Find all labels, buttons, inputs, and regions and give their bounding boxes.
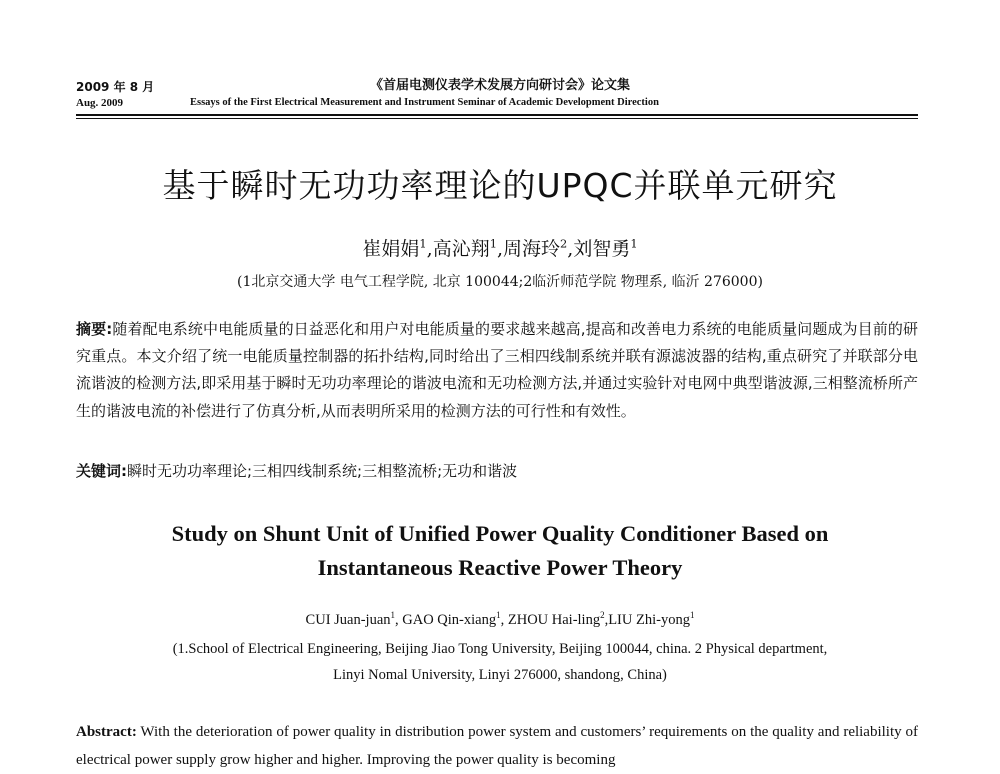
author-cn-1-aff: 1	[419, 236, 427, 251]
authors-en	[0, 610, 1000, 629]
author-cn-3-aff: 2	[560, 236, 568, 251]
author-en-4-aff: 1	[689, 610, 695, 620]
title-en	[0, 517, 1000, 585]
header-rule-thick	[76, 114, 918, 116]
header-date-en: Aug. 2009	[76, 97, 124, 109]
author-cn-2-aff: 1	[489, 236, 497, 251]
keywords-cn-label: 关键词:	[76, 462, 127, 480]
title-cn: 基于瞬时无功功率理论的UPQC并联单元研究	[162, 166, 838, 205]
affiliation-en-line2: Linyi Nomal University, Linyi 276000, shandong, China)	[333, 667, 667, 683]
header-date-cn: 2009 年 8 月	[76, 80, 155, 94]
author-cn-4: 刘智勇	[573, 238, 631, 260]
affiliation-en	[0, 636, 1000, 688]
author-en-1: CUI Juan-juan	[305, 611, 391, 628]
author-en-3-sep: ,	[604, 611, 609, 628]
author-cn-1: 崔娟娟	[362, 238, 420, 260]
abstract-cn-text: 随着配电系统中电能质量的日益恶化和用户对电能质量的要求越来越高,提高和改善电力系统的电能质量问题成为目前的研究重点。本文介绍了统一电能质量控制器的拓扑结构,同时给出了三相四线制系统并联有源滤波器的结构,重点研究了并联部分电流谐波的检测方法,即采用基于瞬时无功功率理论的谐波电流和无功检测方法,并通过实验针对电网中典型谐波源,三相整流桥所产生的谐波电流的补偿进行了仿真分析,从而表明所采用的检测方法的可行性和有效性。	[76, 320, 919, 420]
author-cn-4-aff: 1	[630, 236, 638, 251]
header-journal-cn: 《首届电测仪表学术发展方向研讨会》论文集	[370, 78, 631, 93]
header-journal-en: Essays of the First Electrical Measurement and Instrument Seminar of Academic Development Direction	[190, 97, 659, 108]
author-en-2-aff: 1	[496, 610, 501, 620]
abstract-en-text: With the deterioration of power quality in distribution power system and customers’ requirements on the quality and reliability of electrical power supply grow higher and higher. Improving the power quality is becoming	[76, 724, 918, 768]
abstract-cn	[76, 316, 918, 425]
affiliation-en-line1: (1.School of Electrical Engineering, Beijing Jiao Tong University, Beijing 100044, china. 2 Physical department,	[172, 641, 828, 657]
abstract-cn-label: 摘要:	[76, 320, 113, 338]
author-en-4: LIU Zhi-yong	[608, 611, 690, 628]
title-en-line1: Study on Shunt Unit of Unified Power Quality Conditioner Based on	[171, 521, 829, 546]
author-en-1-aff: 1	[390, 610, 396, 620]
title-en-line2: Instantaneous Reactive Power Theory	[317, 555, 683, 580]
author-en-1-sep: ,	[395, 611, 403, 628]
author-cn-3: 周海玲	[503, 238, 561, 260]
affiliation-cn: (1北京交通大学 电气工程学院, 北京 100044;2临沂师范学院 物理系, 临沂 276000)	[237, 274, 763, 290]
abstract-en-label: Abstract:	[76, 724, 137, 740]
author-en-3-aff: 2	[600, 610, 605, 620]
author-en-2-sep: ,	[500, 611, 508, 628]
header-rule-thin	[76, 118, 918, 119]
keywords-cn-text: 瞬时无功功率理论;三相四线制系统;三相整流桥;无功和谐波	[127, 462, 518, 480]
author-cn-2: 高沁翔	[432, 238, 490, 260]
abstract-en	[76, 718, 918, 774]
keywords-cn	[76, 460, 918, 481]
author-en-3: ZHOU Hai-ling	[507, 611, 601, 628]
author-en-2: GAO Qin-xiang	[402, 611, 497, 628]
authors-cn: 崔娟娟$^1$,高沁翔$^1$,周海玲$^2$,刘智勇$^1$	[362, 236, 638, 260]
